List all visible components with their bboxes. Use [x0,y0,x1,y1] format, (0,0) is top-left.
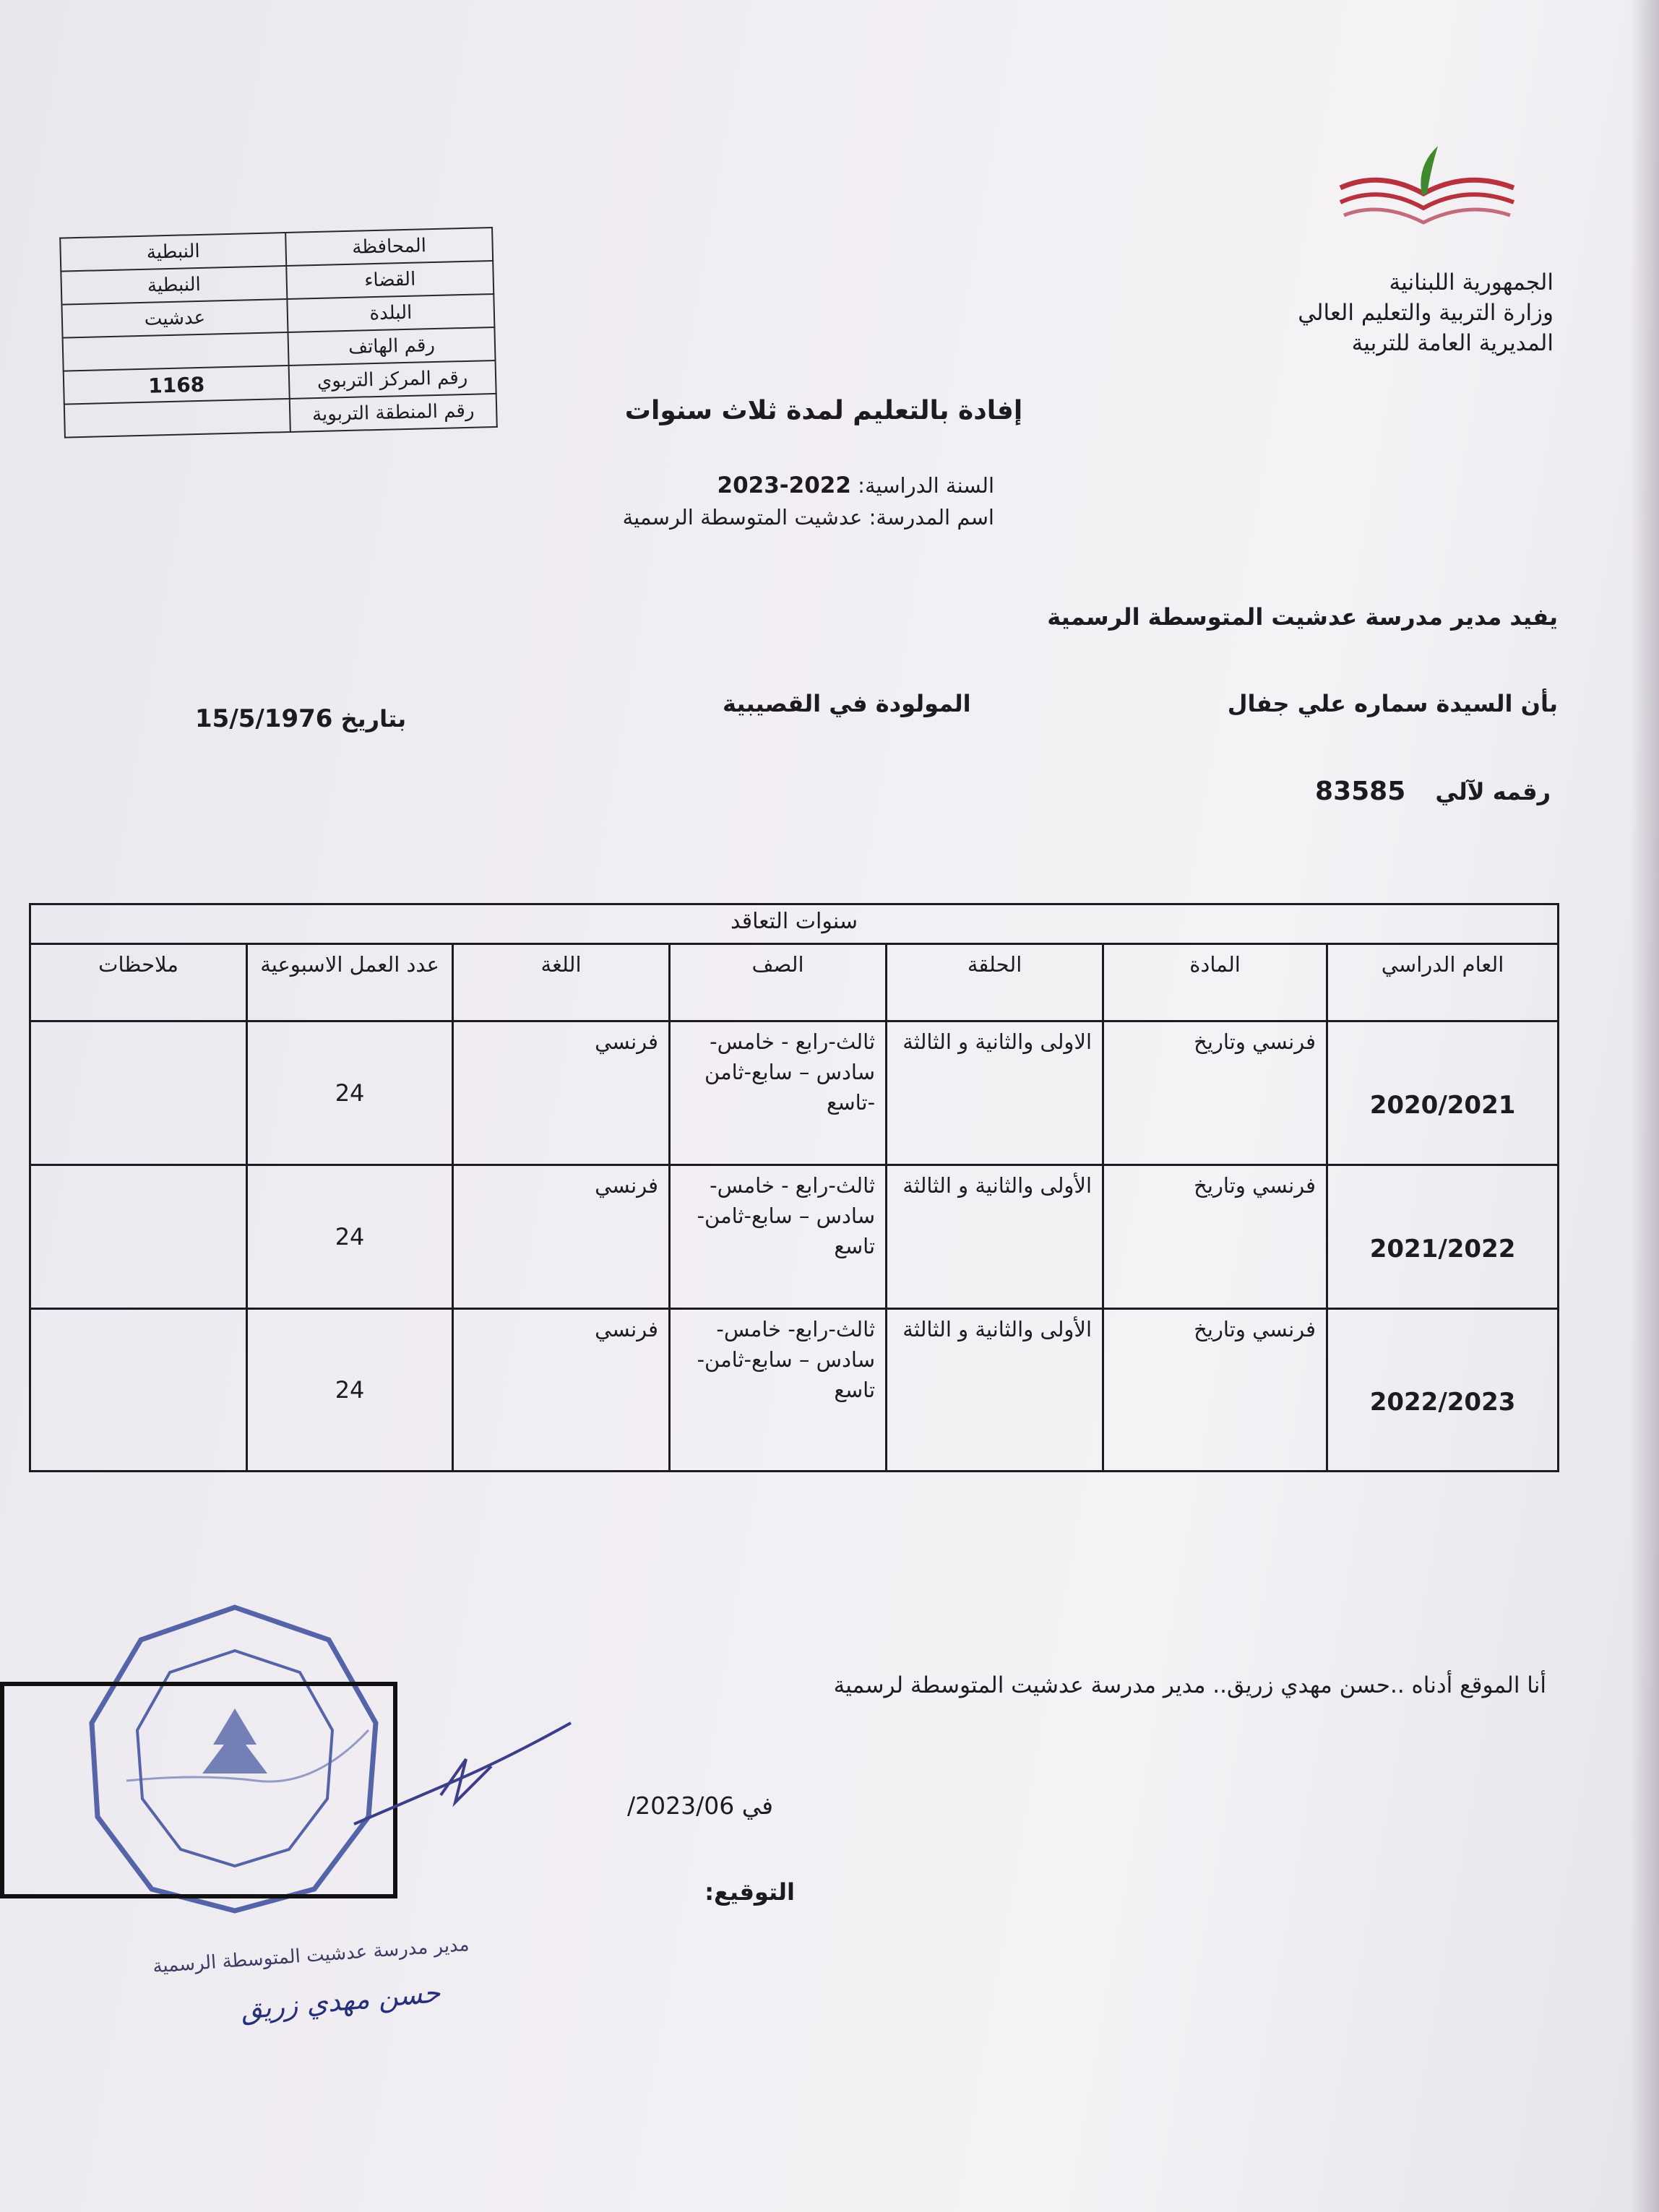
cell-language: فرنسي [453,1021,670,1165]
info-value [63,332,289,371]
info-value: النبطية [60,233,286,272]
cell-language: فرنسي [453,1165,670,1309]
cell-notes [30,1021,247,1165]
table-caption-row [30,904,1559,944]
cell-cycle: الأولى والثانية و الثالثة [887,1309,1103,1472]
cell-language: فرنسي [453,1309,670,1472]
cell-grades: ثالث-رابع- خامس- سادس – سابع-ثامن- تاسع [670,1309,887,1472]
signature-scribble-icon [347,1716,578,1846]
header-republic: الجمهورية اللبنانية [1389,269,1554,295]
header-language: اللغة [453,944,670,1021]
info-label: البلدة [287,294,494,332]
person-name: بأن السيدة سماره علي جفال [1227,690,1558,717]
document-title: إفادة بالتعليم لمدة ثلاث سنوات [624,396,1023,425]
cell-year: 2021/2022 [1327,1165,1559,1309]
info-label: المحافظة [285,228,493,266]
header-grades: الصف [670,944,887,1021]
date-line: في 2023/06/ [627,1792,773,1820]
cell-grades: ثالث-رابع - خامس- سادس – سابع-ثامن- تاسع [670,1165,887,1309]
birth-date-value: 15/5/1976 [195,704,333,733]
table-row [30,1021,1559,1165]
table-caption: سنوات التعاقد [30,904,1559,944]
header-subject: المادة [1103,944,1327,1021]
birth-date [195,704,406,733]
school-meta [623,470,994,533]
contract-years-table [29,903,1559,1472]
info-value [64,399,290,438]
cell-year: 2022/2023 [1327,1309,1559,1472]
cell-notes [30,1165,247,1309]
info-label: رقم الهاتف [288,327,495,366]
info-value: النبطية [61,266,287,305]
school-info-table [59,227,498,438]
cell-cycle: الأولى والثانية و الثالثة [887,1165,1103,1309]
page-edge-shadow [1630,0,1659,2212]
table-row [30,1309,1559,1472]
info-value: عدشيت [61,299,288,338]
header-directorate: المديرية العامة للتربية [1351,330,1554,356]
certifies-line: يفيد مدير مدرسة عدشيت المتوسطة الرسمية [1047,603,1558,631]
cell-subject: فرنسي وتاريخ [1103,1165,1327,1309]
director-title-note: مدير مدرسة عدشيت المتوسطة الرسمية [152,1933,470,1978]
cell-hours: 24 [247,1309,453,1472]
cell-subject: فرنسي وتاريخ [1103,1309,1327,1472]
cell-notes [30,1309,247,1472]
header-year: العام الدراسي [1327,944,1559,1021]
ministry-header [1243,267,1554,358]
birth-date-label: بتاريخ [340,705,407,733]
table-header-row [30,944,1559,1021]
header-cycle: الحلقة [887,944,1103,1021]
registration-label: رقمه لآلي [1435,778,1551,805]
school-name-value: عدشيت المتوسطة الرسمية [622,505,863,530]
cell-cycle: الاولى والثانية و الثالثة [887,1021,1103,1165]
info-value: 1168 [64,366,290,405]
birthplace: المولودة في القصيبية [723,690,971,717]
info-label: القضاء [286,261,494,299]
director-handwritten-name: حسن مهدي زريق [239,1976,442,2026]
cell-grades: ثالث-رابع - خامس- سادس – سابع-ثامن -تاسع [670,1021,887,1165]
redaction-box [0,1682,397,1898]
cell-subject: فرنسي وتاريخ [1103,1021,1327,1165]
header-notes: ملاحظات [30,944,247,1021]
info-label: رقم المنطقة التربوية [290,394,497,432]
cell-hours: 24 [247,1165,453,1309]
header-hours: عدد العمل الاسبوعية [247,944,453,1021]
table-row [30,1165,1559,1309]
header-ministry: وزارة التربية والتعليم العالي [1298,300,1554,326]
school-name-label: اسم المدرسة: [869,505,994,530]
school-name-line [623,501,994,533]
signature-label: التوقيع: [704,1878,795,1906]
ministry-logo-icon [1337,137,1517,246]
registration-number [1315,777,1551,806]
cell-year: 2020/2021 [1327,1021,1559,1165]
info-label: رقم المركز التربوي [289,360,496,399]
academic-year-value: 2022-2023 [717,472,851,498]
registration-value: 83585 [1315,777,1406,806]
academic-year-line [623,470,994,501]
declaration-line: أنا الموقع أدناه ..حسن مهدي زريق.. مدير مدرسة عدشيت المتوسطة لرسمية [833,1672,1546,1698]
cell-hours: 24 [247,1021,453,1165]
academic-year-label: السنة الدراسية: [858,473,994,498]
